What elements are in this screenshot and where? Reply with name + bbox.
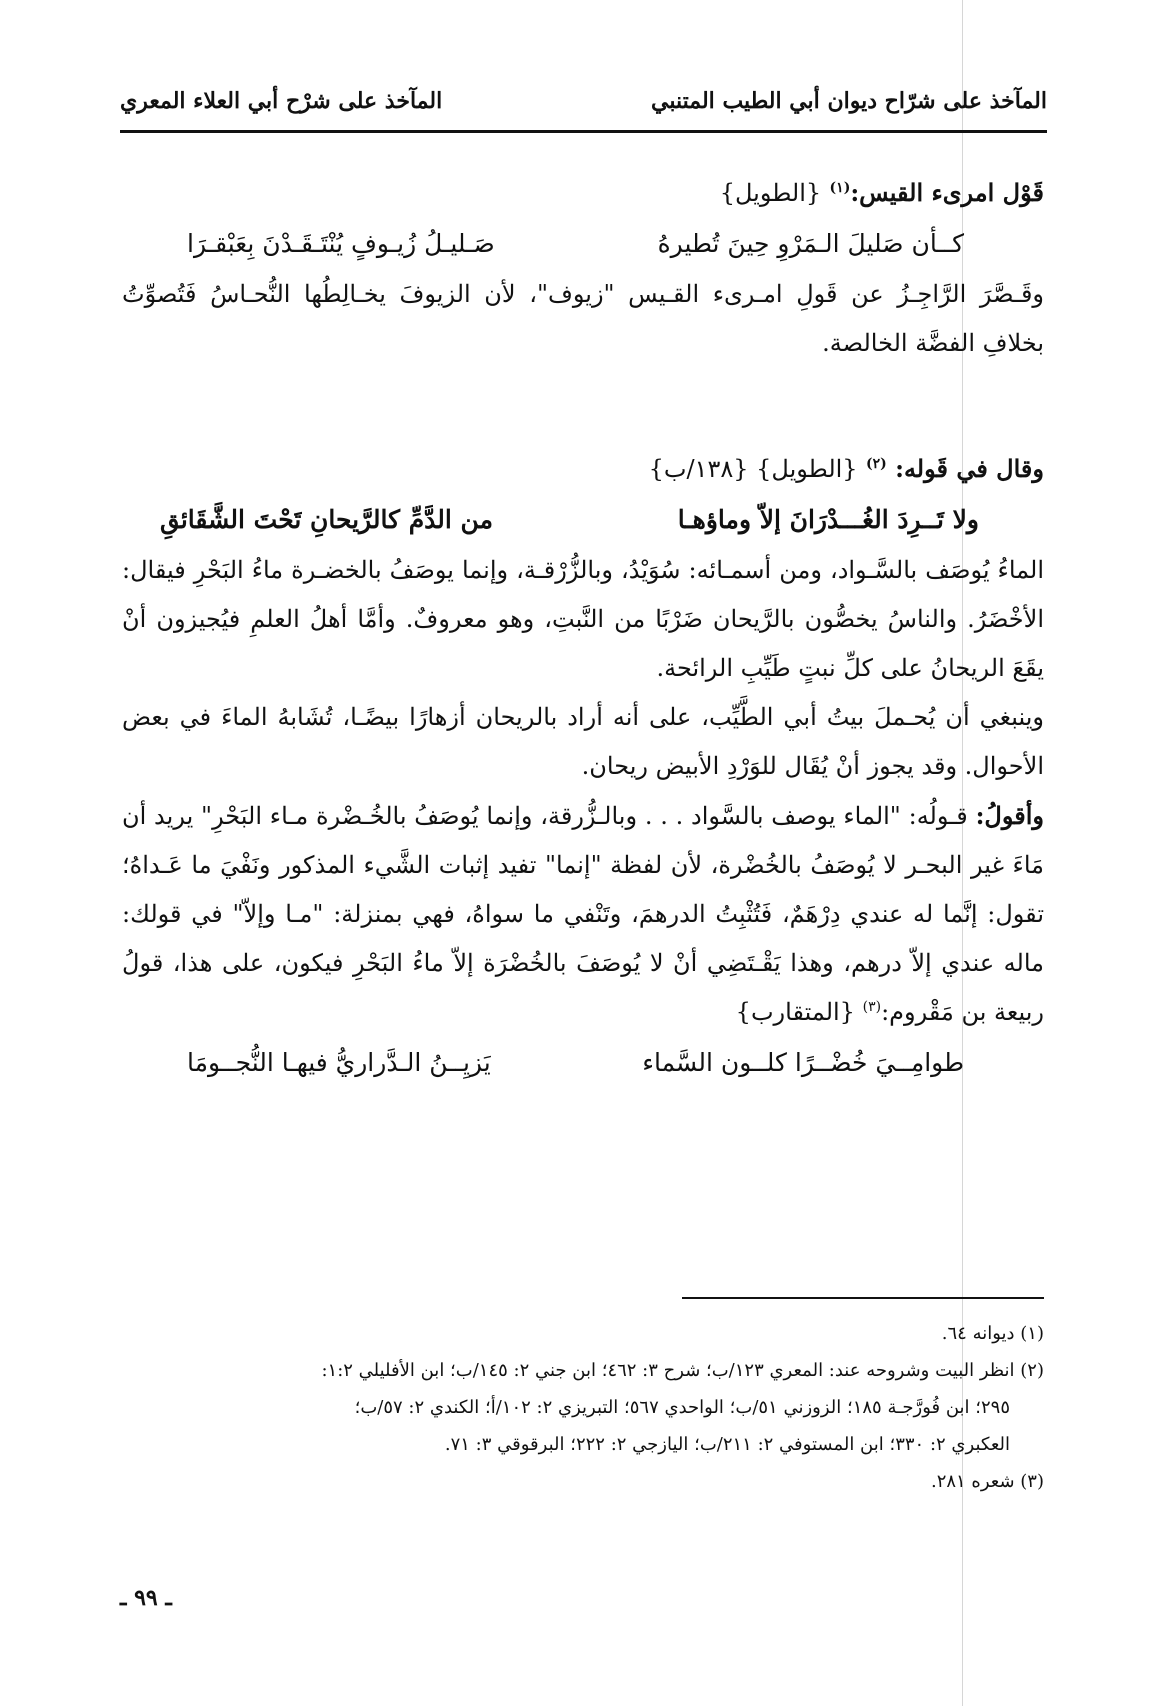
footnote-2-line-1: (٢) انظر البيت وشروحه عند: المعري ١٢٣/ب؛ شرح ٣: ٤٦٢؛ ابن جني ٢: ١٤٥/ب؛ ابن الأفليلي ١:٢: [321, 1360, 1044, 1381]
section1-meter: {الطويل} [719, 179, 822, 207]
section1-heading [122, 168, 1044, 218]
footnote-1: (١) ديوانه ٦٤. [941, 1323, 1044, 1344]
verse-second-hemistich: من الدَّمِّ كالرَّيحانِ تَحْتَ الشَّقَائقِ [160, 505, 493, 534]
section2-paragraph-2: وينبغي أن يُحـملَ بيتُ أبي الطَّيِّب، على أنه أراد بالريحان أزهارًا بيضًـا، تُشَابهُ الماءَ في بعض الأحوال. وقد يجوز أنْ يُقَال للوَرْدِ الأبيض ريحان. [122, 703, 1044, 780]
aqoul-text: قـولُه: "الماء يوصف بالسَّواد . . . وبالـزُّرقة، وإنما يُوصَفُ بالخُـضْرة مـاء البَحْرِ" يريد أن مَاءَ غير البحـر لا يُوصَفُ بالخُضْرة، لأن لفظة "إنما" تفيد إثبات الشَّيء المذكور ونَفْيَ ما عَـداهُ؛ تقول: إنَّما له عندي دِرْهَمٌ، فَتُثْبِتُ الدرهمَ، وتَنْفي ما سواهُ، فهي بمنزلة: "مـا وإلاّ" في قولك: ماله عندي إلاّ درهم، وهذا يَقْـتَضِي أنْ لا يُوصَفَ بالخُضْرَة إلاّ ماءُ البَحْرِ فيكون، على هذا، قولُ ربيعة بن مَقْروم: [122, 802, 1045, 1026]
footnotes [120, 1315, 1044, 1500]
verse-first-hemistich: كــأن صَليلَ الـمَرْوِ حِينَ تُطيرهُ [657, 229, 964, 258]
header-chapter-title: المآخذ على شرْح أبي العلاء المعري [120, 88, 443, 114]
section2-paragraph-1: الماءُ يُوصَف بالسَّـواد، ومن أسمـائه: سُوَيْدُ، وبالزُّرْقـة، وإنما يوصَفُ بالخضـرة ماءُ البَحْرِ فيقال: الأخْضَرُ. والناسُ يخصُّون بالرَّيحان ضَرْبًا من النَّبتِ، وهو معروفٌ. وأمَّا أهلُ العلمِ فيُجيزون أنْ يقَعَ الريحانُ على كلِّ نبتٍ طَيِّبِ الرائحة. [122, 556, 1044, 682]
page-body [122, 168, 1044, 1089]
footnote-2-line-3: العكبري ٢: ٣٣٠؛ ابن المستوفي ٢: ٢١١/ب؛ اليازجي ٢: ٢٢٢؛ البرقوقي ٣: ٧١. [444, 1434, 1010, 1455]
verse-first-hemistich: ولا تَــرِدَ الغُـــدْرَانَ إلاّ وماؤهـا [677, 505, 979, 534]
verse-second-hemistich: يَزيِــنُ الـدَّراريُّ فيهـا النُّجــومَا [187, 1048, 491, 1077]
section2-heading [122, 444, 1044, 494]
section1-intro: قَوْل امرىء القيس: [850, 178, 1044, 207]
verse-second-hemistich: صَـليـلُ زُيـوفٍ يُنْتَـقَـدْنَ بِعَبْقـرَا [187, 229, 495, 258]
header-book-title: المآخذ على شرّاح ديوان أبي الطيب المتنبي [651, 88, 1047, 114]
footnote-rule [682, 1297, 1044, 1299]
section2-meter: {الطويل} {١٣٨/ب} [648, 455, 858, 483]
page-number: ـ ٩٩ ـ [120, 1585, 172, 1611]
section2-intro: وقال في قَوله: [895, 454, 1044, 483]
section2-paragraph-3 [122, 791, 1044, 1037]
section2-verse [122, 494, 1044, 546]
section2-verse-3 [122, 1037, 1044, 1089]
footnote-ref-1: (١) [829, 180, 851, 196]
footnote-2-line-2: ٢٩٥؛ ابن فُورَّجـة ١٨٥؛ الزوزني ٥١/ب؛ الواحدي ٥٦٧؛ التبريزي ٢: ١٠٢/أ؛ الكندي ٢: ٥٧/ب؛ [354, 1397, 1010, 1418]
section1-verse [122, 218, 1044, 270]
running-header [120, 88, 1047, 128]
aqoul-label: وأقولُ: [975, 801, 1044, 830]
verse-first-hemistich: طوامِــيَ خُضْــرًا كلــون السَّماء [642, 1048, 964, 1077]
section2-meter-3: {المتقارب} [735, 998, 855, 1026]
header-rule [120, 130, 1047, 133]
footnote-ref-2: (٢) [865, 456, 887, 472]
footnote-ref-3: (٣) [862, 999, 882, 1015]
section1-paragraph: وقَـصَّرَ الرَّاجِـزُ عن قَولِ امـرىء القـيس "زيوف"، لأن الزيوفَ يخـالِطُها النُّحـاسُ فَتُصوِّتُ بخلافِ الفضَّة الخالصة. [122, 280, 1044, 357]
footnote-3: (٣) شعره ٢٨١. [930, 1471, 1044, 1492]
